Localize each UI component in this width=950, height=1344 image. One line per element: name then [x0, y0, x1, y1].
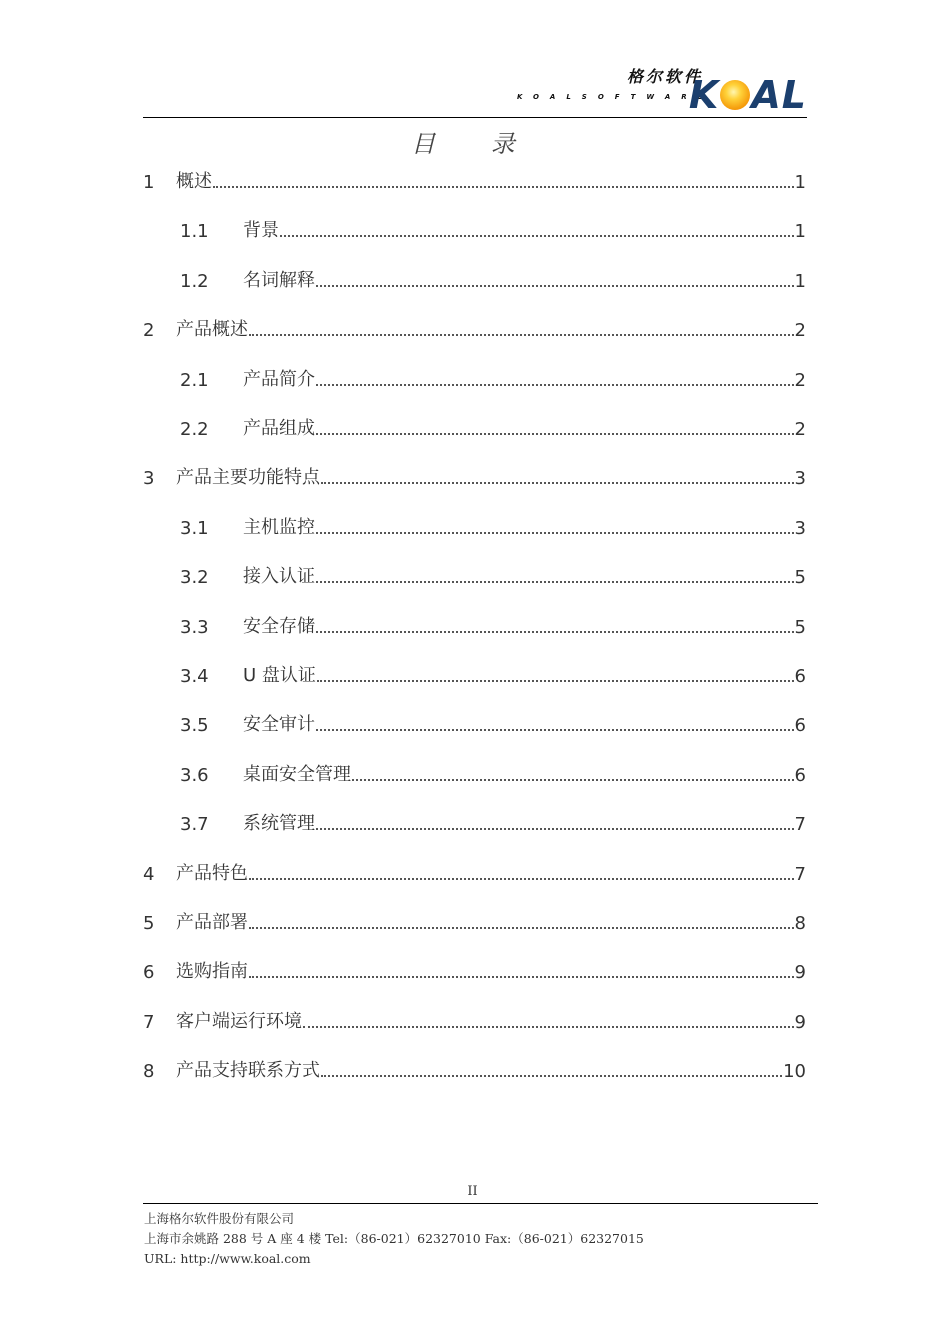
toc-entry-title: 客户端运行环境 — [176, 1010, 302, 1032]
page-header — [143, 60, 807, 118]
toc-entry-page: 8 — [794, 913, 806, 934]
logo-letters-al: AL — [751, 73, 807, 117]
toc-entry[interactable] — [180, 807, 806, 835]
toc-dot-leader — [213, 186, 794, 188]
page-number: II — [467, 1184, 478, 1199]
logo-chinese-name: 格尔软件 — [626, 67, 703, 86]
toc-entry-page: 2 — [794, 369, 806, 391]
toc-dot-leader — [316, 631, 794, 633]
toc-entry-title: 概述 — [176, 171, 212, 192]
toc-dot-leader — [280, 235, 794, 237]
toc-entry[interactable] — [180, 412, 806, 440]
toc-entry[interactable] — [143, 1005, 806, 1033]
toc-entry[interactable] — [180, 758, 806, 786]
toc-entry[interactable] — [180, 659, 806, 687]
page-footer — [144, 1209, 644, 1269]
logo-letter-k: K — [688, 73, 720, 117]
toc-entry-number: 3.7 — [180, 814, 209, 836]
toc-entry[interactable] — [143, 857, 806, 885]
toc-entry-page: 3 — [794, 517, 806, 539]
toc-entry-page: 6 — [794, 764, 806, 786]
toc-dot-leader — [316, 532, 794, 534]
toc-entry[interactable] — [180, 214, 806, 242]
koal-logo — [689, 74, 807, 116]
toc-entry-page: 7 — [794, 814, 806, 836]
toc-entry[interactable] — [143, 165, 806, 193]
toc-entry[interactable] — [180, 511, 806, 539]
toc-entry-number: 3.6 — [180, 764, 209, 786]
toc-entry[interactable] — [143, 313, 806, 341]
toc-entry-number: 3.4 — [180, 666, 209, 687]
toc-entry-number: 3.3 — [180, 616, 209, 638]
toc-entry[interactable] — [180, 264, 806, 292]
toc-entry-number: 3.1 — [180, 517, 209, 539]
toc-entry-number: 1.1 — [180, 221, 209, 243]
toc-entry[interactable] — [143, 955, 806, 983]
toc-entry-page: 9 — [794, 1011, 806, 1033]
toc-dot-leader — [316, 729, 794, 731]
toc-entry-page: 1 — [794, 221, 806, 243]
toc-entry[interactable] — [180, 560, 806, 588]
toc-entry-title: 主机监控 — [243, 516, 315, 538]
toc-entry-number: 2.2 — [180, 419, 209, 440]
toc-dot-leader — [316, 433, 794, 435]
toc-entry-page: 6 — [794, 715, 806, 737]
toc-entry-page: 2 — [794, 419, 806, 440]
toc-entry-title: U 盘认证 — [243, 665, 316, 686]
toc-entry[interactable] — [180, 610, 806, 638]
footer-address: 上海市余姚路 288 号 A 座 4 楼 Tel:（86-021）62327010 Fax:（86-021）62327015 — [144, 1231, 644, 1246]
toc-entry-title: 桌面安全管理 — [243, 763, 351, 785]
toc-entry-number: 3 — [143, 468, 155, 490]
toc-entry-page: 5 — [794, 567, 806, 589]
toc-entry-number: 5 — [143, 913, 155, 934]
toc-dot-leader — [352, 779, 794, 781]
toc-entry-number: 1 — [143, 172, 155, 193]
toc-dot-leader — [249, 334, 794, 336]
toc-entry-page: 7 — [794, 863, 806, 885]
toc-dot-leader — [316, 285, 794, 287]
toc-entry[interactable] — [180, 708, 806, 736]
toc-entry-title: 安全审计 — [243, 714, 315, 736]
toc-entry-title: 名词解释 — [243, 269, 315, 291]
toc-entry-title: 选购指南 — [176, 961, 248, 983]
toc-entry-title: 产品支持联系方式 — [176, 1060, 320, 1082]
toc-dot-leader — [249, 878, 794, 880]
header-rule — [143, 117, 807, 118]
toc-entry-title: 接入认证 — [243, 566, 315, 588]
toc-entry-page: 3 — [794, 468, 806, 490]
toc-entry-page: 1 — [794, 172, 806, 193]
toc-entry-page: 10 — [783, 1061, 806, 1083]
toc-entry-title: 产品部署 — [176, 912, 248, 933]
toc-entry-number: 2 — [143, 320, 155, 342]
footer-url: URL: http://www.koal.com — [144, 1251, 311, 1266]
toc-entry-page: 6 — [794, 666, 806, 687]
toc-entry-number: 6 — [143, 962, 155, 984]
footer-rule — [143, 1203, 818, 1204]
toc-entry-number: 7 — [143, 1011, 155, 1033]
toc-entry-number: 2.1 — [180, 369, 209, 391]
toc-entry-number: 4 — [143, 863, 155, 885]
toc-entry-title: 产品主要功能特点 — [176, 467, 320, 489]
toc-dot-leader — [321, 1075, 782, 1077]
toc-dot-leader — [316, 581, 794, 583]
toc-dot-leader — [316, 828, 794, 830]
toc-title: 目 录 — [411, 130, 539, 158]
toc-entry-title: 系统管理 — [243, 813, 315, 835]
footer-company: 上海格尔软件股份有限公司 — [144, 1211, 295, 1226]
logo-english-tagline: KOALSOFTWARE — [517, 93, 714, 101]
toc-dot-leader — [321, 482, 794, 484]
toc-entry-title: 背景 — [243, 220, 279, 242]
toc-entry-title: 产品简介 — [243, 368, 315, 390]
toc-entry-page: 9 — [794, 962, 806, 984]
toc-entry-title: 安全存储 — [243, 615, 315, 637]
toc-dot-leader — [249, 976, 794, 978]
toc-dot-leader — [303, 1026, 794, 1028]
toc-entry-number: 1.2 — [180, 270, 209, 292]
toc-entry-title: 产品组成 — [243, 418, 315, 439]
toc-dot-leader — [317, 680, 794, 682]
toc-entry[interactable] — [143, 461, 806, 489]
toc-entry-number: 8 — [143, 1061, 155, 1083]
toc-entry-page: 2 — [794, 320, 806, 342]
toc-dot-leader — [316, 384, 794, 386]
sun-icon — [720, 80, 750, 110]
toc-entry[interactable] — [143, 906, 806, 934]
toc-entry[interactable] — [180, 363, 806, 391]
toc-dot-leader — [249, 927, 794, 929]
toc-entry-page: 5 — [794, 616, 806, 638]
toc-entry-number: 3.5 — [180, 715, 209, 737]
toc-entry[interactable] — [143, 1054, 806, 1082]
toc-entry-page: 1 — [794, 270, 806, 292]
toc-entry-title: 产品概述 — [176, 319, 248, 341]
toc-entry-title: 产品特色 — [176, 862, 248, 884]
toc-entry-number: 3.2 — [180, 567, 209, 589]
